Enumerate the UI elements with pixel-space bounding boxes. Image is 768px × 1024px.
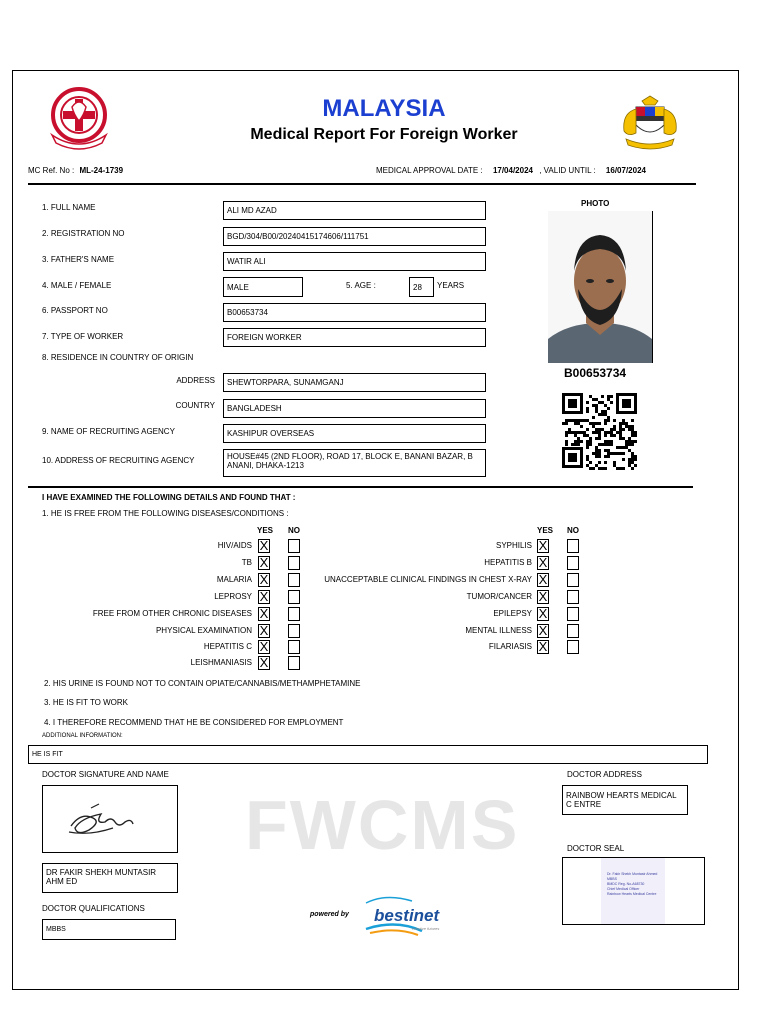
- no-checkbox[interactable]: [288, 607, 300, 621]
- approval-date-label: MEDICAL APPROVAL DATE :: [376, 166, 483, 175]
- yes-checkbox[interactable]: X: [259, 555, 269, 570]
- yes-checkbox[interactable]: X: [259, 572, 269, 587]
- yes-checkbox[interactable]: X: [259, 606, 269, 621]
- condition-label: HEPATITIS B: [484, 558, 532, 567]
- no-checkbox[interactable]: [288, 640, 300, 654]
- worker-photo: [548, 211, 653, 363]
- no-checkbox[interactable]: [567, 590, 579, 604]
- approval-date-value: 17/04/2024: [492, 166, 533, 175]
- condition-label: SYPHILIS: [495, 541, 532, 550]
- condition-label: HIV/AIDS: [217, 541, 252, 550]
- no-checkbox[interactable]: [567, 607, 579, 621]
- yes-checkbox[interactable]: X: [259, 639, 269, 654]
- report-subtitle: Medical Report For Foreign Worker: [250, 126, 518, 143]
- doctor-seal-box: [562, 857, 705, 925]
- seal-line: Dr. Fakir Shekh Muntasir Ahmed: [607, 872, 658, 876]
- condition-label: TB: [241, 558, 252, 567]
- gender-field: MALE: [223, 277, 303, 297]
- doctor-seal-stamp: [601, 858, 665, 924]
- years-label: YEARS: [437, 281, 465, 290]
- no-header-right: NO: [567, 526, 579, 535]
- valid-until-value: 16/07/2024: [605, 166, 646, 175]
- father-name-label: 3. FATHER'S NAME: [42, 255, 115, 264]
- mc-ref-label: MC Ref. No :: [28, 166, 75, 175]
- additional-info-label: ADDITIONAL INFORMATION:: [42, 733, 123, 739]
- full-name-field: ALI MD AZAD: [223, 201, 486, 220]
- yes-checkbox[interactable]: X: [538, 606, 548, 621]
- condition-label: EPILEPSY: [493, 609, 532, 618]
- exam-intro: I HAVE EXAMINED THE FOLLOWING DETAILS AND FOUND THAT :: [42, 493, 296, 502]
- condition-label: PHYSICAL EXAMINATION: [155, 626, 252, 635]
- yes-checkbox[interactable]: X: [259, 623, 269, 638]
- address-label: ADDRESS: [176, 376, 215, 385]
- doctor-address-label: DOCTOR ADDRESS: [567, 770, 642, 779]
- condition-label: LEPROSY: [214, 592, 252, 601]
- yes-checkbox[interactable]: X: [538, 623, 548, 638]
- fwcms-watermark: FWCMS: [245, 786, 520, 864]
- no-checkbox[interactable]: [288, 656, 300, 670]
- no-checkbox[interactable]: [567, 539, 579, 553]
- yes-checkbox[interactable]: X: [259, 655, 269, 670]
- photo-label: PHOTO: [581, 199, 610, 208]
- yes-checkbox[interactable]: X: [538, 639, 548, 654]
- coat-of-arms-emblem: [616, 95, 684, 150]
- doctor-signature-label: DOCTOR SIGNATURE AND NAME: [42, 770, 169, 779]
- bestinet-logo: [364, 895, 460, 941]
- qr-code: [562, 393, 638, 473]
- condition-label: TUMOR/CANCER: [466, 592, 532, 601]
- doctor-signature: [42, 785, 178, 853]
- agency-address-label: 10. ADDRESS OF RECRUITING AGENCY: [42, 456, 195, 465]
- doctor-name-field: DR FAKIR SHEKH MUNTASIR AHM ED: [42, 863, 178, 893]
- yes-checkbox[interactable]: X: [538, 589, 548, 604]
- full-name-label: 1. FULL NAME: [42, 203, 96, 212]
- seal-line: MBBS: [607, 877, 617, 881]
- agency-label: 9. NAME OF RECRUITING AGENCY: [42, 427, 175, 436]
- bestinet-tagline: creative futures: [412, 926, 440, 931]
- exam-item-4: 4. I THEREFORE RECOMMEND THAT HE BE CONSIDERED FOR EMPLOYMENT: [44, 718, 344, 727]
- yes-checkbox[interactable]: X: [259, 538, 269, 553]
- divider: [28, 183, 696, 185]
- registration-label: 2. REGISTRATION NO: [42, 229, 125, 238]
- yes-header-left: YES: [257, 526, 274, 535]
- exam-item-2: 2. HIS URINE IS FOUND NOT TO CONTAIN OPIATE/CANNABIS/METHAMPHETAMINE: [44, 679, 361, 688]
- doctor-seal-label: DOCTOR SEAL: [567, 844, 625, 853]
- age-field: 28: [409, 277, 434, 297]
- seal-line: Chief Medical Officer: [607, 887, 640, 891]
- powered-by-text: powered by: [310, 911, 349, 918]
- condition-label: FILARIASIS: [488, 642, 532, 651]
- agency-field: KASHIPUR OVERSEAS: [223, 424, 486, 443]
- yes-checkbox[interactable]: X: [259, 589, 269, 604]
- condition-label: MALARIA: [216, 575, 252, 584]
- seal-line: BMDC Reg. No-A68730: [607, 882, 645, 886]
- divider: [28, 486, 693, 488]
- no-checkbox[interactable]: [567, 640, 579, 654]
- no-checkbox[interactable]: [288, 624, 300, 638]
- yes-header-right: YES: [537, 526, 554, 535]
- passport-label: 6. PASSPORT NO: [42, 306, 108, 315]
- mc-ref-row: [28, 166, 123, 176]
- no-checkbox[interactable]: [567, 624, 579, 638]
- agency-address-field: HOUSE#45 (2ND FLOOR), ROAD 17, BLOCK E, BANANI BAZAR, B ANANI, DHAKA-1213: [223, 449, 486, 477]
- bestinet-brand-text: bestinet: [374, 906, 440, 925]
- additional-info-field: HE IS FIT: [28, 745, 708, 764]
- yes-checkbox[interactable]: X: [538, 572, 548, 587]
- age-label: 5. AGE :: [346, 281, 376, 290]
- condition-label: MENTAL ILLNESS: [465, 626, 532, 635]
- residence-label: 8. RESIDENCE IN COUNTRY OF ORIGIN: [42, 353, 194, 362]
- condition-label: HEPATITIS C: [203, 642, 252, 651]
- country-label: COUNTRY: [175, 401, 215, 410]
- gender-label: 4. MALE / FEMALE: [42, 281, 112, 290]
- doctor-address-field: RAINBOW HEARTS MEDICAL C ENTRE: [562, 785, 688, 815]
- doctor-qualifications-label: DOCTOR QUALIFICATIONS: [42, 904, 145, 913]
- condition-label: FREE FROM OTHER CHRONIC DISEASES: [92, 609, 252, 618]
- photo-id-text: B00653734: [564, 366, 627, 380]
- registration-field: BGD/304/B00/20240415174606/111751: [223, 227, 486, 246]
- yes-checkbox[interactable]: X: [538, 538, 548, 553]
- no-checkbox[interactable]: [288, 556, 300, 570]
- exam-item-1: 1. HE IS FREE FROM THE FOLLOWING DISEASES/CONDITIONS :: [42, 509, 289, 518]
- no-checkbox[interactable]: [288, 539, 300, 553]
- no-checkbox[interactable]: [288, 590, 300, 604]
- no-header-left: NO: [288, 526, 300, 535]
- no-checkbox[interactable]: [288, 573, 300, 587]
- country-title: MALAYSIA: [322, 95, 446, 122]
- mc-ref-value: ML-24-1739: [79, 166, 124, 175]
- approval-row: [376, 166, 646, 176]
- condition-label: LEISHMANIASIS: [190, 658, 252, 667]
- country-field: BANGLADESH: [223, 399, 486, 418]
- no-checkbox[interactable]: [567, 573, 579, 587]
- passport-field: B00653734: [223, 303, 486, 322]
- doctor-qualifications-field: MBBS: [42, 919, 176, 940]
- valid-until-label: , VALID UNTIL :: [539, 166, 596, 175]
- yes-checkbox[interactable]: X: [538, 555, 548, 570]
- worker-type-label: 7. TYPE OF WORKER: [42, 332, 124, 341]
- address-field: SHEWTORPARA, SUNAMGANJ: [223, 373, 486, 392]
- father-name-field: WATIR ALI: [223, 252, 486, 271]
- seal-line: Rainbow Hearts Medical Centre: [607, 892, 657, 896]
- no-checkbox[interactable]: [567, 556, 579, 570]
- seal-text: [607, 872, 661, 897]
- exam-item-3: 3. HE IS FIT TO WORK: [44, 698, 129, 707]
- worker-type-field: FOREIGN WORKER: [223, 328, 486, 347]
- condition-label: UNACCEPTABLE CLINICAL FINDINGS IN CHEST X-RAY: [324, 575, 532, 584]
